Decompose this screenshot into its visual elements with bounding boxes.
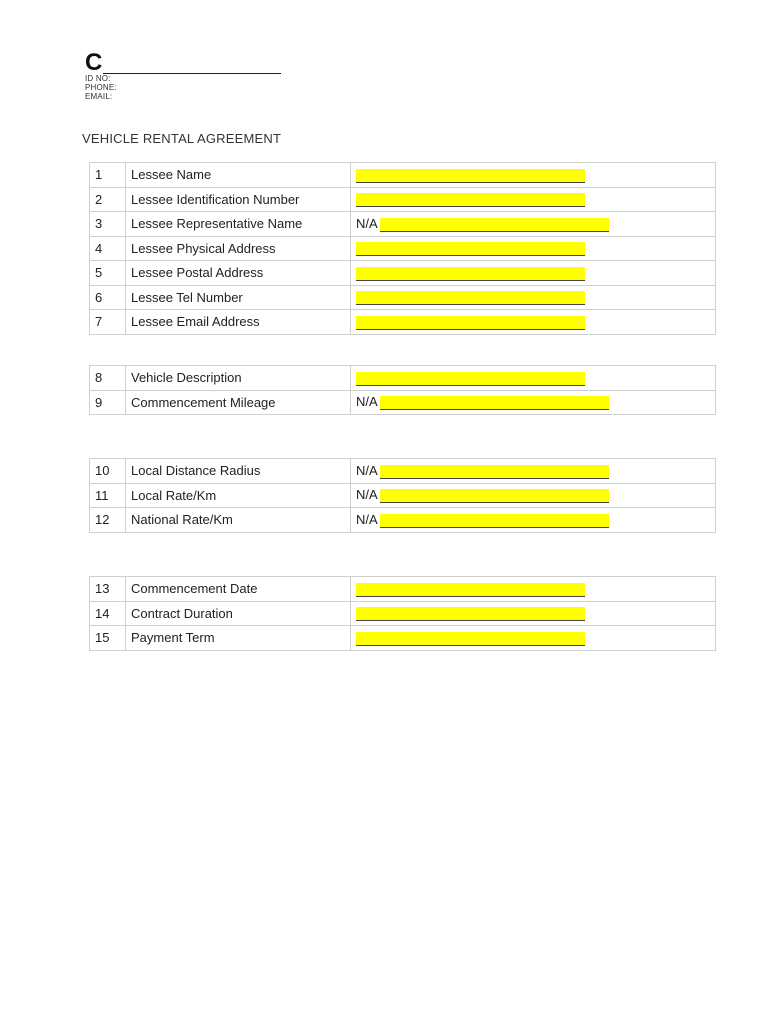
table-row (90, 508, 716, 533)
highlighted-blank-field[interactable] (380, 514, 609, 528)
highlighted-blank-field[interactable] (356, 632, 585, 646)
field-value-cell (351, 310, 716, 335)
highlighted-blank-field[interactable] (356, 607, 585, 621)
highlighted-blank-field[interactable] (356, 372, 585, 386)
row-number: 10 (90, 459, 126, 484)
na-prefix: N/A (356, 487, 378, 503)
field-label: Lessee Physical Address (126, 236, 351, 261)
row-number: 12 (90, 508, 126, 533)
letterhead-underline (103, 55, 281, 74)
document-title: VEHICLE RENTAL AGREEMENT (82, 131, 282, 146)
field-label: Lessee Representative Name (126, 212, 351, 237)
field-value-cell (351, 601, 716, 626)
highlighted-blank-field[interactable] (380, 396, 609, 410)
table-row (90, 212, 716, 237)
field-value-cell (351, 366, 716, 391)
letterhead-id-label: ID NO: (85, 74, 111, 83)
table-row (90, 285, 716, 310)
letterhead-initial: C (85, 49, 103, 76)
field-value-cell (351, 459, 716, 484)
field-value-cell (351, 390, 716, 415)
table-row (90, 483, 716, 508)
highlighted-blank-field[interactable] (356, 267, 585, 281)
field-label: National Rate/Km (126, 508, 351, 533)
table-row (90, 163, 716, 188)
field-value-cell (351, 577, 716, 602)
letterhead-initial-line (85, 49, 281, 76)
highlighted-blank-field[interactable] (356, 316, 585, 330)
field-value-cell (351, 187, 716, 212)
table-row (90, 626, 716, 651)
row-number: 5 (90, 261, 126, 286)
row-number: 13 (90, 577, 126, 602)
highlighted-blank-field[interactable] (356, 242, 585, 256)
field-value-cell (351, 285, 716, 310)
table-row (90, 601, 716, 626)
table-row (90, 459, 716, 484)
terms-table (89, 576, 716, 651)
table-row (90, 236, 716, 261)
field-value-cell (351, 163, 716, 188)
field-label: Lessee Name (126, 163, 351, 188)
field-label: Local Distance Radius (126, 459, 351, 484)
highlighted-blank-field[interactable] (380, 218, 609, 232)
field-value-cell (351, 483, 716, 508)
field-label: Lessee Email Address (126, 310, 351, 335)
row-number: 8 (90, 366, 126, 391)
table-row (90, 261, 716, 286)
field-value-cell (351, 236, 716, 261)
highlighted-blank-field[interactable] (380, 489, 609, 503)
row-number: 11 (90, 483, 126, 508)
table-row (90, 577, 716, 602)
row-number: 6 (90, 285, 126, 310)
vehicle-details-table (89, 365, 716, 415)
table-row (90, 366, 716, 391)
letterhead-phone-label: PHONE: (85, 83, 117, 92)
field-label: Local Rate/Km (126, 483, 351, 508)
lessee-details-table (89, 162, 716, 335)
highlighted-blank-field[interactable] (356, 169, 585, 183)
row-number: 3 (90, 212, 126, 237)
highlighted-blank-field[interactable] (380, 465, 609, 479)
na-prefix: N/A (356, 215, 378, 231)
na-prefix: N/A (356, 511, 378, 527)
letterhead-email-label: EMAIL: (85, 92, 113, 101)
row-number: 9 (90, 390, 126, 415)
rates-table (89, 458, 716, 533)
field-label: Lessee Postal Address (126, 261, 351, 286)
field-label: Vehicle Description (126, 366, 351, 391)
field-label: Contract Duration (126, 601, 351, 626)
row-number: 15 (90, 626, 126, 651)
field-label: Commencement Date (126, 577, 351, 602)
row-number: 2 (90, 187, 126, 212)
row-number: 1 (90, 163, 126, 188)
na-prefix: N/A (356, 394, 378, 410)
field-value-cell (351, 626, 716, 651)
na-prefix: N/A (356, 462, 378, 478)
highlighted-blank-field[interactable] (356, 193, 585, 207)
highlighted-blank-field[interactable] (356, 583, 585, 597)
field-label: Commencement Mileage (126, 390, 351, 415)
field-value-cell (351, 508, 716, 533)
field-label: Lessee Tel Number (126, 285, 351, 310)
field-label: Payment Term (126, 626, 351, 651)
field-label: Lessee Identification Number (126, 187, 351, 212)
row-number: 7 (90, 310, 126, 335)
table-row (90, 187, 716, 212)
field-value-cell (351, 212, 716, 237)
letterhead (85, 49, 281, 101)
highlighted-blank-field[interactable] (356, 291, 585, 305)
row-number: 14 (90, 601, 126, 626)
field-value-cell (351, 261, 716, 286)
table-row (90, 390, 716, 415)
row-number: 4 (90, 236, 126, 261)
table-row (90, 310, 716, 335)
